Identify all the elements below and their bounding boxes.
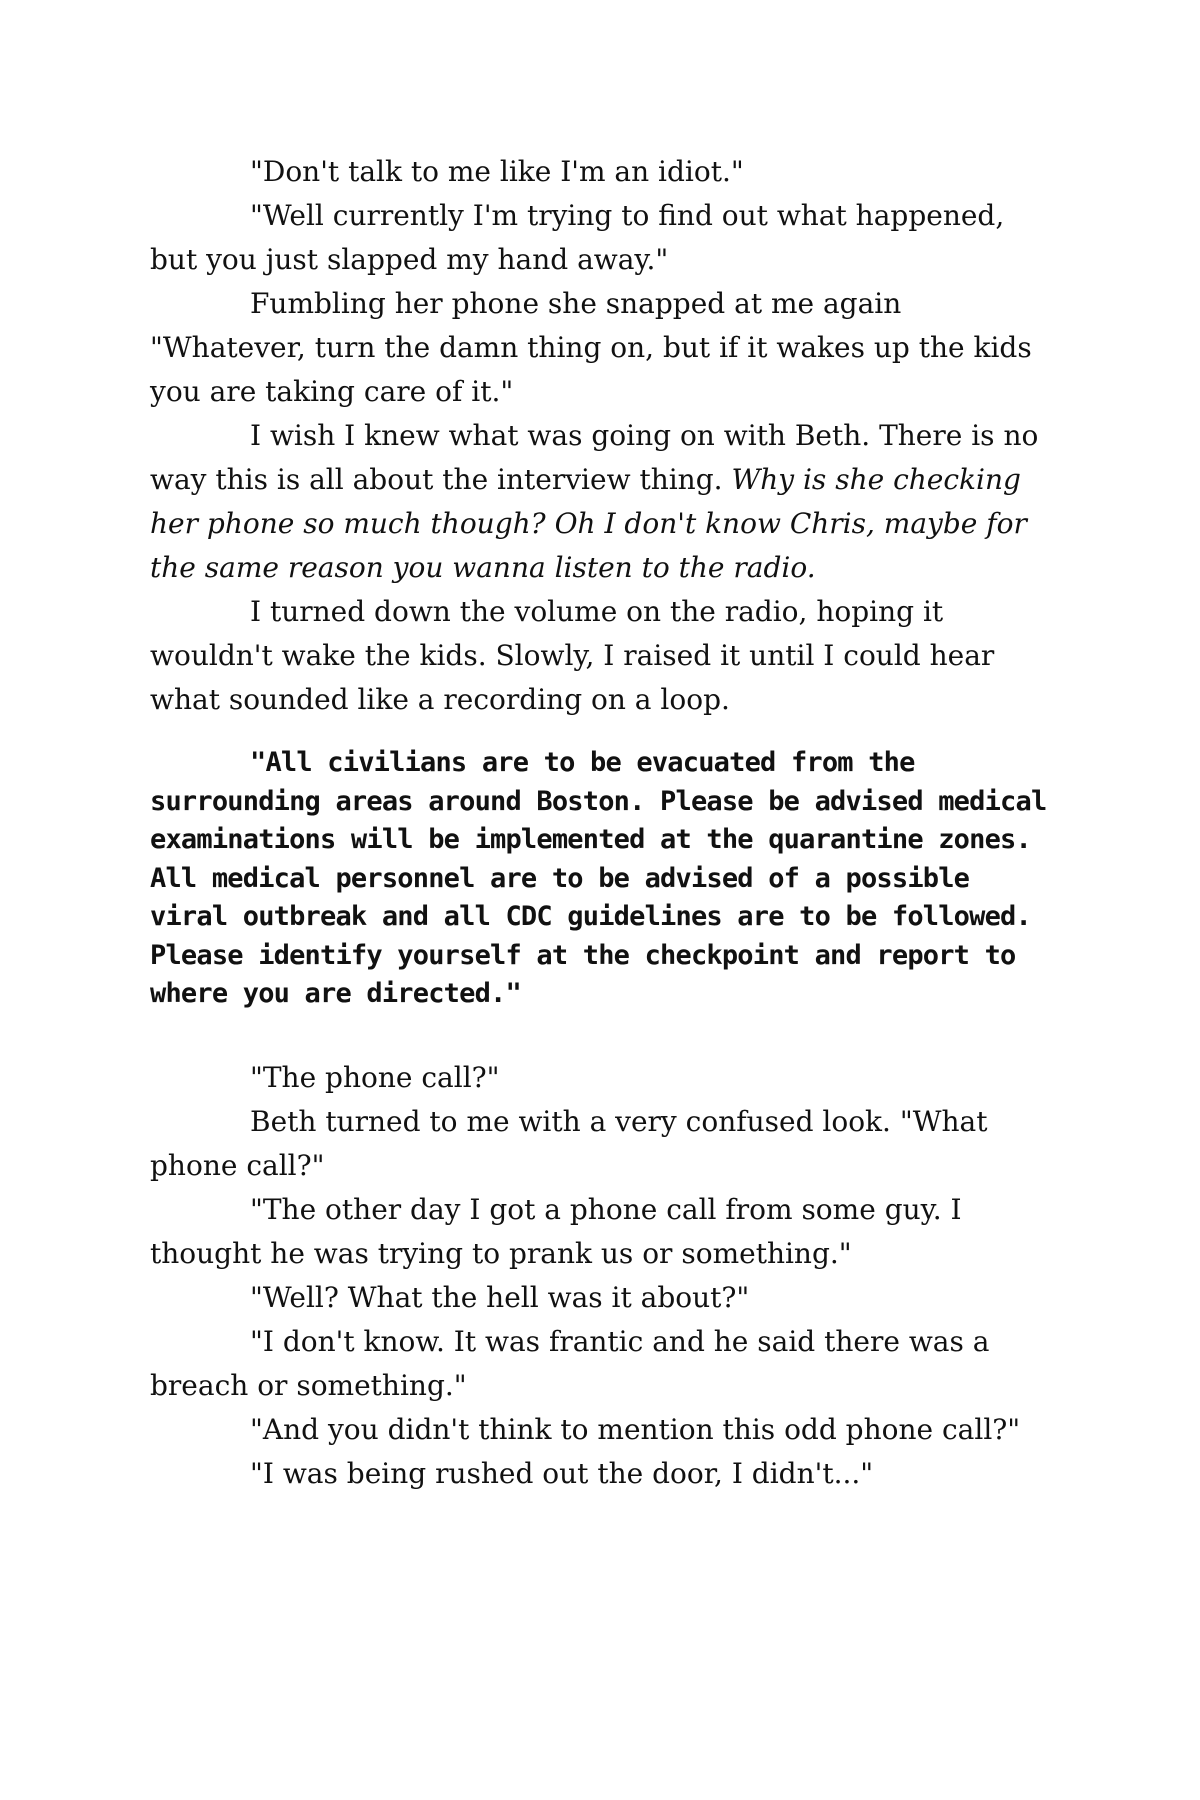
book-page (150, 150, 1050, 1496)
radio-broadcast: "All civilians are to be evacuated from the surrounding areas around Boston. Please be advised medical examinations will be implemented at the quarantine zones. All medical personnel are to be advised of a possible viral outbreak and all CDC guidelines are to be followed. Please identify yourself at the checkpoint and report to where you are directed." (150, 747, 1047, 1009)
paragraph-radio: I turned down the volume on the radio, hoping it wouldn't wake the kids. Slowly, I raised it until I could hear what sounded like a recording on a loop. (150, 595, 995, 716)
paragraph-dont-talk: "Don't talk to me like I'm an idiot." (250, 155, 744, 188)
paragraph-beth-confused: Beth turned to me with a very confused look. "What phone call?" (150, 1104, 988, 1182)
paragraph-well-currently: "Well currently I'm trying to find out what happened, but you just slapped my hand away." (150, 199, 1005, 276)
paragraph-other-day: "The other day I got a phone call from some guy. I thought he was trying to prank us or something." (150, 1192, 962, 1270)
paragraph-rushed: "I was being rushed out the door, I didn't..." (250, 1456, 874, 1490)
paragraph-beth-thoughts (150, 414, 1050, 590)
paragraph-what-about: "Well? What the hell was it about?" (250, 1280, 750, 1314)
beth-thoughts-italic: Why is she checking her phone so much though? Oh I don't know Chris, maybe for the same reason you wanna listen to the radio. (150, 463, 1027, 584)
paragraph-phone-call-question: "The phone call?" (250, 1060, 500, 1094)
paragraph-fumbling: Fumbling her phone she snapped at me again "Whatever, turn the damn thing on, but if it wakes up the kids you are taking care of it." (150, 287, 1032, 408)
paragraph-dont-know: "I don't know. It was frantic and he said there was a breach or something." (150, 1324, 990, 1402)
paragraph-didnt-mention: "And you didn't think to mention this odd phone call?" (250, 1412, 1021, 1446)
beth-thoughts-plain: I wish I knew what was going on with Beth. There is no way this is all about the interview thing. (150, 419, 1039, 496)
